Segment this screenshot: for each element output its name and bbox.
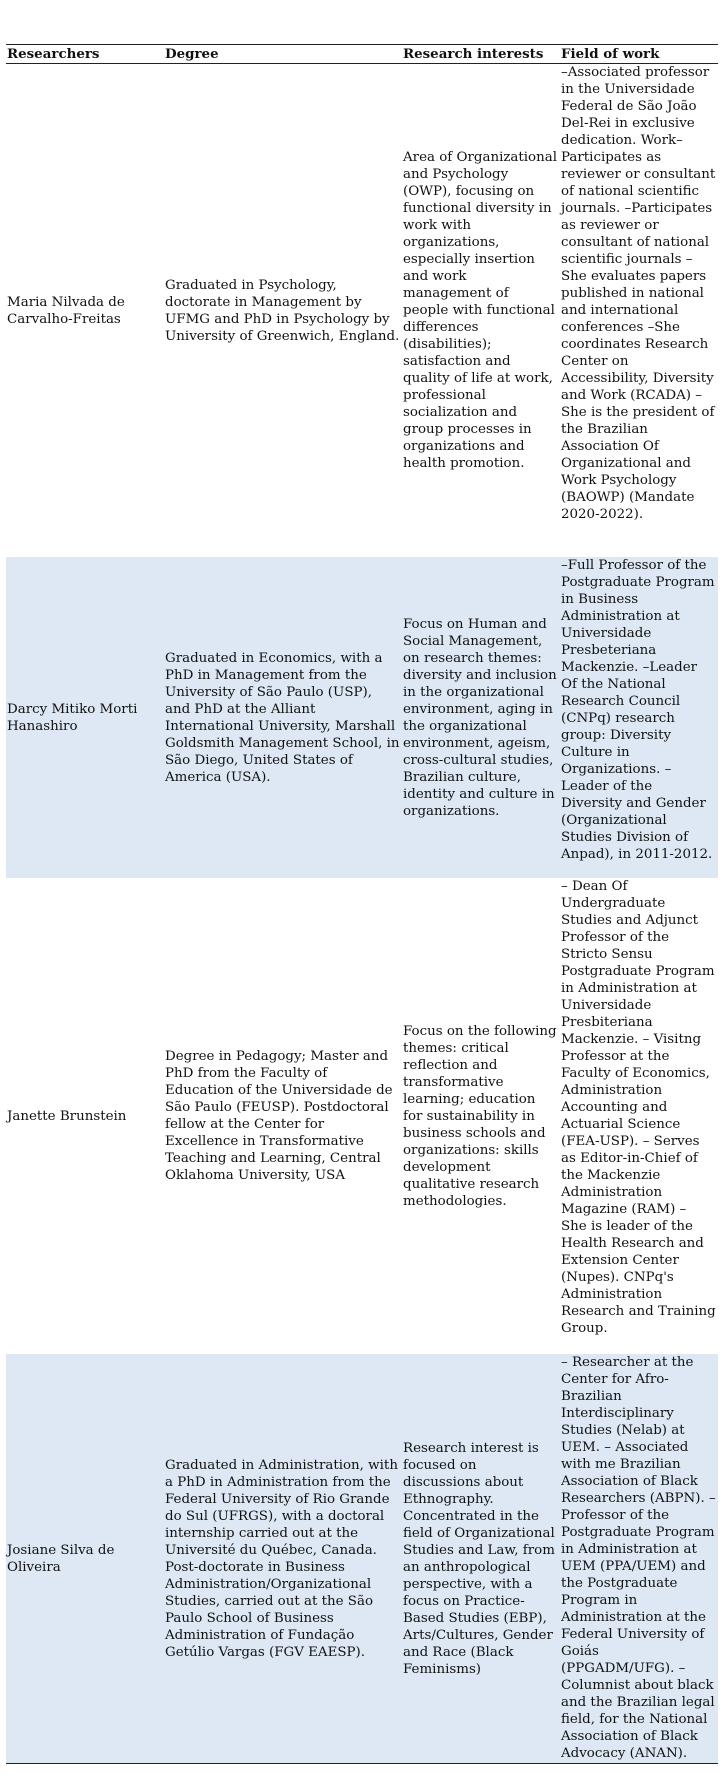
table-header-row bbox=[6, 45, 718, 64]
researcher-name: Janette Brunstein bbox=[7, 1108, 127, 1124]
field-of-work-cell: –Associated professor in the Universidade Federal de São João Del-Rei in exclusive dedication. Work–Participates as reviewer or consultant of national scientific journals. –Participates as reviewer or consultant of national scientific journals –She evaluates papers published in national and international conferences –She coordinates Research Center on Accessibility, Diversity and Work (RCADA) –She is the president of the Brazilian Association Of Organizational and Work Psychology (BAOWP) (Mandate 2020-2022). bbox=[561, 65, 716, 522]
field-of-work-cell: –Full Professor of the Postgraduate Program in Business Administration at Universidade Presbeteriana Mackenzie. –Leader Of the National Research Council (CNPq) research group: Diversity Culture in Organizations. –Leader of the Diversity and Gender (Organizational Studies Division of Anpad), in 2011-2012. bbox=[560, 557, 718, 878]
table-row bbox=[6, 1354, 718, 1764]
degree-cell: Graduated in Psychology, doctorate in Management by UFMG and PhD in Psychology by University of Greenwich, England. bbox=[165, 277, 400, 344]
research-interests-cell: Focus on the following themes: critical reflection and transformative learning; education for sustainability in business schools and organizations: skills development qualitative research methodologies. bbox=[403, 1023, 557, 1209]
table-row bbox=[6, 64, 718, 558]
header-degree: Degree bbox=[164, 45, 402, 64]
researcher-name: Josiane Silva de Oliveira bbox=[6, 1354, 164, 1764]
field-of-work-cell: – Dean Of Undergraduate Studies and Adjunct Professor of the Stricto Sensu Postgraduate Program in Administration at Universidade Presbiteriana Mackenzie. – Visitng Professor at the Faculty of Economics, Administration Accounting and Actuarial Science (FEA-USP). – Serves as Editor-in-Chief of the Mackenzie Administration Magazine (RAM) – She is leader of the Health Research and Extension Center (Nupes). CNPq's Administration Research and Training Group. bbox=[561, 879, 716, 1336]
table-row bbox=[6, 557, 718, 878]
research-interests-cell: Research interest is focused on discussions about Ethnography. Concentrated in the field of Organizational Studies and Law, from an anthropological perspective, with a focus on Practice-Based Studies (EBP), Arts/Cultures, Gender and Race (Black Feminisms) bbox=[402, 1354, 560, 1764]
researcher-name: Darcy Mitiko Morti Hanashiro bbox=[6, 557, 164, 878]
header-field-of-work: Field of work bbox=[560, 45, 718, 64]
field-of-work-cell: – Researcher at the Center for Afro-Brazilian Interdisciplinary Studies (Nelab) at UEM. – Associated with me Brazilian Association of Black Researchers (ABPN). – Professor of the Postgraduate Program in Administration at UEM (PPA/UEM) and the Postgraduate Program in Administration at the Federal University of Goiás (PPGADM/UFG). – Columnist about black and the Brazilian legal field, for the National Association of Black Advocacy (ANAN). bbox=[560, 1354, 718, 1764]
header-researchers: Researchers bbox=[6, 45, 164, 64]
researchers-table bbox=[6, 44, 718, 1764]
table-row bbox=[6, 878, 718, 1354]
research-interests-cell: Focus on Human and Social Management, on research themes: diversity and inclusion in the organizational environment, aging in the organizational environment, ageism, cross-cultural studies, Brazilian culture, identity and culture in organizations. bbox=[402, 557, 560, 878]
researcher-name: Maria Nilvada de Carvalho-Freitas bbox=[7, 294, 125, 327]
degree-cell: Degree in Pedagogy; Master and PhD from the Faculty of Education of the Universidade de São Paulo (FEUSP). Postdoctoral fellow at the Center for Excellence in Transformative Teaching and Learning, Central Oklahoma University, USA bbox=[165, 1049, 393, 1183]
degree-cell: Graduated in Economics, with a PhD in Management from the University of São Paulo (USP), and PhD at the Alliant International University, Marshall Goldsmith Management School, in São Diego, United States of America (USA). bbox=[164, 557, 402, 878]
degree-cell: Graduated in Administration, with a PhD in Administration from the Federal University of Rio Grande do Sul (UFRGS), with a doctoral internship carried out at the Université du Québec, Canada. Post-doctorate in Business Administration/Organizational Studies, carried out at the São Paulo School of Business Administration of Fundação Getúlio Vargas (FGV EAESP). bbox=[164, 1354, 402, 1764]
header-research-interests: Research interests bbox=[402, 45, 560, 64]
research-interests-cell: Area of Organizational and Psychology (OWP), focusing on functional diversity in work with organizations, especially insertion and work management of people with functional differences (disabilities); satisfaction and quality of life at work, professional socialization and group processes in organizations and health promotion. bbox=[403, 150, 558, 471]
